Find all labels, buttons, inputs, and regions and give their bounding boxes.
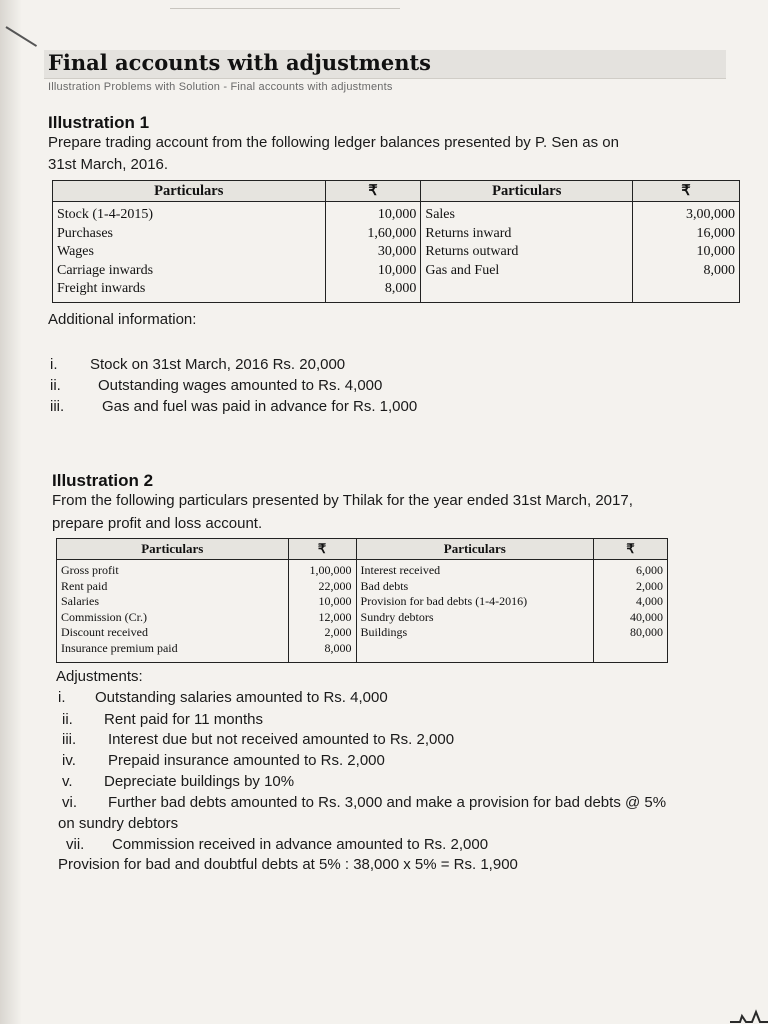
row-label: Returns outward	[421, 243, 633, 262]
row-label: Gross profit	[57, 560, 289, 579]
list-item-number: i.	[50, 356, 58, 373]
row-amount: 16,000	[633, 225, 740, 244]
list-item-text: Further bad debts amounted to Rs. 3,000 and make a provision for bad debts @ 5%	[108, 794, 667, 811]
row-label: Purchases	[53, 225, 326, 244]
column-header-particulars: Particulars	[421, 181, 633, 202]
illustration-2-heading: Illustration 2	[52, 471, 154, 490]
row-label: Buildings	[356, 625, 594, 641]
row-label: Freight inwards	[53, 280, 326, 302]
row-amount: 22,000	[288, 579, 356, 595]
additional-info-heading: Additional information:	[48, 311, 197, 328]
row-label	[421, 280, 633, 302]
adjustments-heading: Adjustments:	[56, 668, 143, 685]
list-item-text: Outstanding wages amounted to Rs. 4,000	[98, 377, 383, 394]
row-amount: 2,000	[594, 579, 668, 595]
list-item-text: Interest due but not received amounted to Rs. 2,000	[108, 731, 455, 748]
row-label: Bad debts	[356, 579, 594, 595]
column-header-amount: ₹	[288, 539, 356, 560]
list-item-text: Prepaid insurance amounted to Rs. 2,000	[108, 752, 385, 769]
list-item-number: vi.	[62, 794, 77, 811]
list-item-text: Outstanding salaries amounted to Rs. 4,000	[95, 689, 388, 706]
provision-note: Provision for bad and doubtful debts at 5% : 38,000 x 5% = Rs. 1,900	[58, 856, 518, 873]
list-item-continuation: on sundry debtors	[58, 815, 179, 832]
page-subtitle: Illustration Problems with Solution - Final accounts with adjustments	[48, 81, 393, 93]
row-amount: 3,00,000	[633, 202, 740, 225]
list-item-number: i.	[58, 689, 66, 706]
top-rule	[170, 8, 400, 9]
row-amount: 80,000	[594, 625, 668, 641]
row-amount: 10,000	[325, 262, 421, 281]
row-amount: 12,000	[288, 610, 356, 626]
row-label: Gas and Fuel	[421, 262, 633, 281]
list-item-number: ii.	[62, 711, 73, 728]
list-item-text: Commission received in advance amounted to Rs. 2,000	[112, 836, 489, 853]
row-amount: 8,000	[288, 641, 356, 663]
table-row	[57, 560, 668, 579]
row-label: Sundry debtors	[356, 610, 594, 626]
row-label: Interest received	[356, 560, 594, 579]
table-row	[57, 610, 668, 626]
table-row	[57, 625, 668, 641]
row-label: Rent paid	[57, 579, 289, 595]
illustration-1-heading: Illustration 1	[48, 113, 150, 132]
row-amount: 10,000	[325, 202, 421, 225]
row-label: Wages	[53, 243, 326, 262]
table-row	[57, 641, 668, 663]
row-label	[356, 641, 594, 663]
list-item-number: iv.	[62, 752, 76, 769]
row-amount: 1,00,000	[288, 560, 356, 579]
row-amount: 4,000	[594, 594, 668, 610]
list-item-text: Depreciate buildings by 10%	[104, 773, 295, 790]
row-label: Insurance premium paid	[57, 641, 289, 663]
row-label: Salaries	[57, 594, 289, 610]
row-label: Sales	[421, 202, 633, 225]
row-label: Carriage inwards	[53, 262, 326, 281]
column-header-amount: ₹	[633, 181, 740, 202]
table-row	[53, 262, 740, 281]
row-label: Commission (Cr.)	[57, 610, 289, 626]
list-item-number: ii.	[50, 377, 61, 394]
row-amount: 1,60,000	[325, 225, 421, 244]
list-item-number: vii.	[66, 836, 85, 853]
profit-loss-ledger-table	[56, 538, 668, 663]
table-row	[53, 243, 740, 262]
page-title: Final accounts with adjustments	[48, 50, 431, 75]
illustration-1-intro-line2: 31st March, 2016.	[48, 156, 169, 173]
list-item-number: iii.	[50, 398, 65, 415]
table-row	[57, 579, 668, 595]
column-header-particulars: Particulars	[53, 181, 326, 202]
column-header-amount: ₹	[325, 181, 421, 202]
table-row	[53, 202, 740, 225]
row-amount	[594, 641, 668, 663]
column-header-particulars: Particulars	[356, 539, 594, 560]
row-amount: 30,000	[325, 243, 421, 262]
table-row	[53, 280, 740, 302]
row-amount: 8,000	[325, 280, 421, 302]
row-amount: 10,000	[633, 243, 740, 262]
row-label: Stock (1-4-2015)	[53, 202, 326, 225]
row-amount: 10,000	[288, 594, 356, 610]
list-item-number: iii.	[62, 731, 77, 748]
row-amount: 6,000	[594, 560, 668, 579]
page-corner-mark	[728, 1006, 768, 1024]
row-label: Provision for bad debts (1-4-2016)	[356, 594, 594, 610]
row-label: Discount received	[57, 625, 289, 641]
list-item-text: Stock on 31st March, 2016 Rs. 20,000	[90, 356, 346, 373]
row-amount	[633, 280, 740, 302]
list-item-text: Gas and fuel was paid in advance for Rs. 1,000	[102, 398, 418, 415]
illustration-2-intro-line1: From the following particulars presented by Thilak for the year ended 31st March, 2017,	[52, 492, 633, 509]
page-edge-shadow	[0, 0, 22, 1024]
column-header-particulars: Particulars	[57, 539, 289, 560]
row-amount: 8,000	[633, 262, 740, 281]
table-row	[53, 225, 740, 244]
list-item-number: v.	[62, 773, 73, 790]
table-row	[57, 594, 668, 610]
row-amount: 2,000	[288, 625, 356, 641]
list-item-text: Rent paid for 11 months	[104, 711, 263, 728]
illustration-1-intro-line1: Prepare trading account from the following ledger balances presented by P. Sen as on	[48, 134, 619, 151]
trading-ledger-table	[52, 180, 740, 303]
illustration-2-intro-line2: prepare profit and loss account.	[52, 515, 263, 532]
row-label: Returns inward	[421, 225, 633, 244]
column-header-amount: ₹	[594, 539, 668, 560]
row-amount: 40,000	[594, 610, 668, 626]
